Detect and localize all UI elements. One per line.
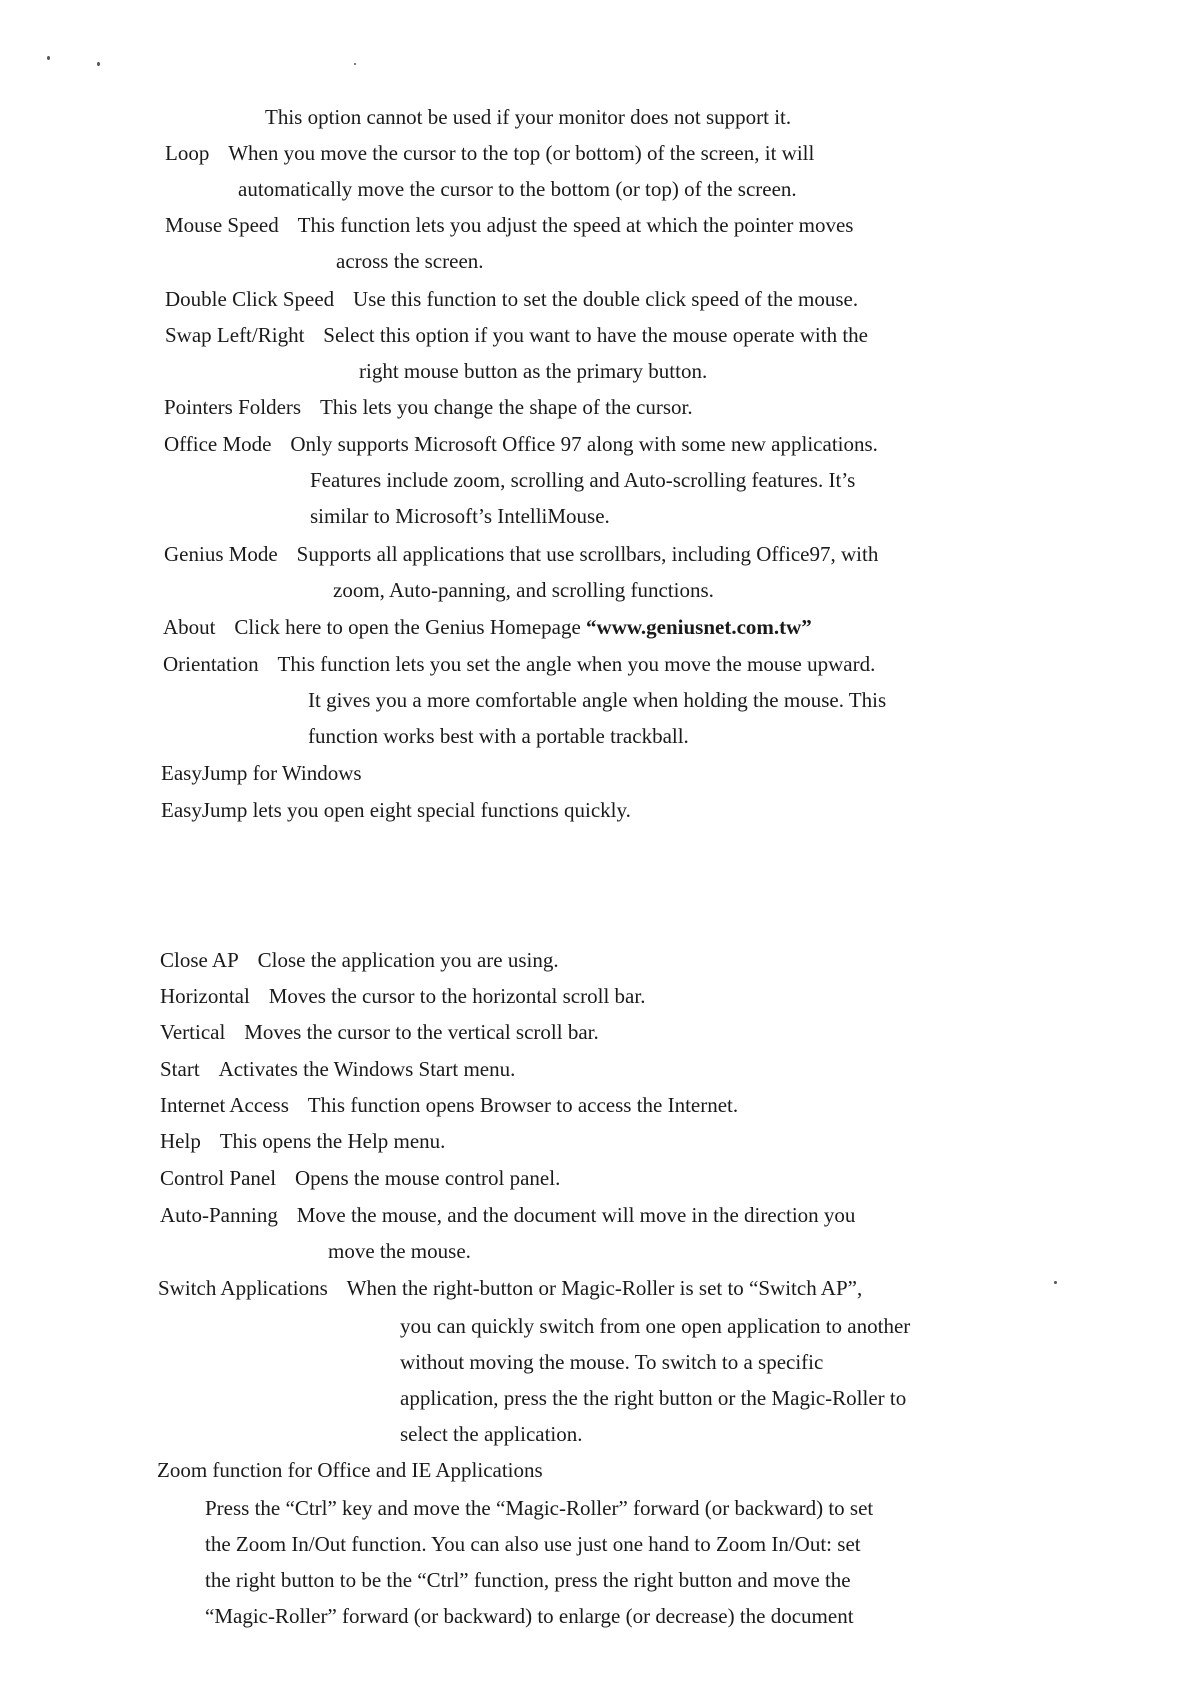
definition-term: Orientation (163, 652, 259, 676)
definition-term: Horizontal (160, 984, 250, 1008)
definition-term: Mouse Speed (165, 213, 279, 237)
text-line: Features include zoom, scrolling and Auto-scrolling features. It’s (310, 468, 856, 492)
definition-control-panel: Control Panel Opens the mouse control panel. (160, 1166, 561, 1190)
text-line: function works best with a portable trackball. (308, 724, 689, 748)
text-line: the right button to be the “Ctrl” function, press the right button and move the (205, 1568, 851, 1592)
text-line: right mouse button as the primary button. (359, 359, 708, 383)
definition-term: About (163, 615, 216, 639)
definition-pointers-folders: Pointers Folders This lets you change the shape of the cursor. (164, 395, 693, 419)
definition-term: Vertical (160, 1020, 226, 1044)
definition-term: Switch Applications (158, 1276, 328, 1300)
text-line: without moving the mouse. To switch to a specific (400, 1350, 824, 1374)
section-heading: EasyJump for Windows (161, 761, 362, 785)
definition-office-mode: Office Mode Only supports Microsoft Office 97 along with some new applications. (164, 432, 878, 456)
definition-term: Office Mode (164, 432, 272, 456)
definition-about: About Click here to open the Genius Homepage “www.geniusnet.com.tw” (163, 615, 812, 639)
definition-loop: Loop When you move the cursor to the top (or bottom) of the screen, it will (165, 141, 815, 165)
definition-swap-left-right: Swap Left/Right Select this option if you want to have the mouse operate with the (165, 323, 869, 347)
definition-term: Double Click Speed (165, 287, 335, 311)
homepage-url: “www.geniusnet.com.tw” (586, 615, 812, 639)
definition-orientation: Orientation This function lets you set the angle when you move the mouse upward. (163, 652, 876, 676)
definition-term: Control Panel (160, 1166, 277, 1190)
text-line: “Magic-Roller” forward (or backward) to enlarge (or decrease) the document (205, 1604, 854, 1628)
text-line: move the mouse. (328, 1239, 471, 1263)
definition-help: Help This opens the Help menu. (160, 1129, 446, 1153)
text-line: automatically move the cursor to the bottom (or top) of the screen. (238, 177, 797, 201)
definition-term: Internet Access (160, 1093, 289, 1117)
definition-internet-access: Internet Access This function opens Browser to access the Internet. (160, 1093, 739, 1117)
definition-auto-panning: Auto-Panning Move the mouse, and the document will move in the direction you (160, 1203, 856, 1227)
definition-term: Start (160, 1057, 200, 1081)
text-line: It gives you a more comfortable angle when holding the mouse. This (308, 688, 887, 712)
definition-double-click-speed: Double Click Speed Use this function to set the double click speed of the mouse. (165, 287, 859, 311)
text-line: This option cannot be used if your monitor does not support it. (265, 105, 792, 129)
text-line: similar to Microsoft’s IntelliMouse. (310, 504, 610, 528)
section-heading: Zoom function for Office and IE Applications (157, 1458, 543, 1482)
text-line: the Zoom In/Out function. You can also use just one hand to Zoom In/Out: set (205, 1532, 861, 1556)
text-line: across the screen. (336, 249, 484, 273)
scan-speck (97, 62, 100, 66)
text-line: Press the “Ctrl” key and move the “Magic-Roller” forward (or backward) to set (205, 1496, 874, 1520)
text-line: application, press the the right button or the Magic-Roller to (400, 1386, 907, 1410)
definition-term: Swap Left/Right (165, 323, 305, 347)
definition-mouse-speed: Mouse Speed This function lets you adjust the speed at which the pointer moves (165, 213, 854, 237)
text-line: zoom, Auto-panning, and scrolling functions. (333, 578, 714, 602)
definition-term: Close AP (160, 948, 239, 972)
definition-genius-mode: Genius Mode Supports all applications that use scrollbars, including Office97, with (164, 542, 879, 566)
definition-term: Pointers Folders (164, 395, 302, 419)
definition-vertical: Vertical Moves the cursor to the vertical scroll bar. (160, 1020, 599, 1044)
definition-start: Start Activates the Windows Start menu. (160, 1057, 516, 1081)
definition-horizontal: Horizontal Moves the cursor to the horizontal scroll bar. (160, 984, 646, 1008)
text-line: you can quickly switch from one open application to another (400, 1314, 911, 1338)
scan-speck (47, 56, 50, 60)
scan-speck (354, 63, 356, 65)
definition-close-ap: Close AP Close the application you are using. (160, 948, 559, 972)
text-line: EasyJump lets you open eight special functions quickly. (161, 798, 631, 822)
text-line: select the application. (400, 1422, 583, 1446)
definition-term: Genius Mode (164, 542, 278, 566)
definition-term: Loop (165, 141, 210, 165)
definition-term: Auto-Panning (160, 1203, 278, 1227)
definition-term: Help (160, 1129, 201, 1153)
definition-switch-applications: Switch Applications When the right-button or Magic-Roller is set to “Switch AP”, (158, 1276, 863, 1300)
scan-speck (1054, 1281, 1057, 1284)
